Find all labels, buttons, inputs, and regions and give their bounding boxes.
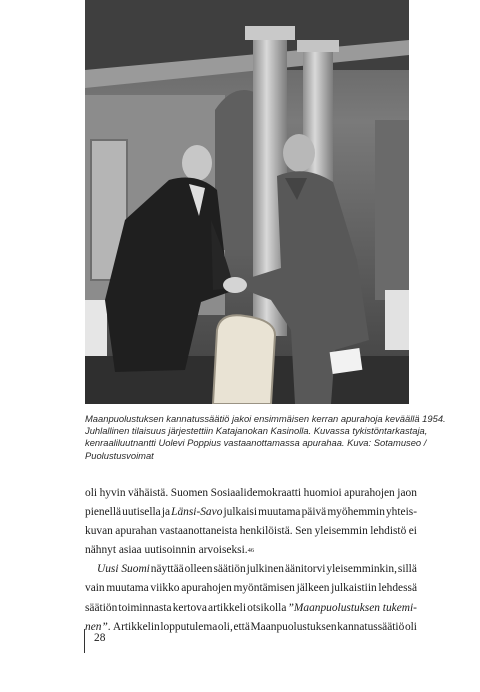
photo-caption	[85, 413, 446, 462]
body-line-3	[85, 522, 417, 541]
chair	[213, 315, 275, 404]
paragraph-end: nähnyt asiaa uutisoinnin arvoiseksi.	[85, 544, 248, 557]
word: . Artikkelin	[107, 620, 160, 633]
word: Maanpuolustuksen	[250, 620, 337, 633]
body-line-4	[85, 541, 417, 560]
word: apurahojen	[344, 487, 395, 499]
caption-line: kenraaliluutnantti Uolevi Poppius vastaanottamassa apurahaa. Kuva: Sotamuseo /	[85, 437, 427, 449]
word: oli,	[217, 620, 233, 633]
word: artikkeli	[208, 601, 247, 614]
word: ei	[408, 525, 417, 538]
word: kannatussäätiö	[337, 620, 405, 633]
word: näyttää	[150, 563, 184, 576]
word: sillä	[397, 563, 417, 576]
word: että	[233, 620, 250, 633]
word: päivä	[301, 506, 327, 519]
word: yhteis-	[385, 506, 417, 519]
word: julkaisi	[223, 506, 258, 519]
body-line-2	[85, 503, 417, 522]
word: Sosiaalidemokraatti	[210, 487, 302, 499]
body-line-6	[85, 579, 417, 598]
word: jaon	[397, 487, 417, 499]
word: huomioi	[303, 487, 342, 499]
word: Sen	[295, 525, 313, 538]
body-line-1	[85, 484, 417, 503]
word: jälkeen	[296, 582, 330, 595]
word: julkaistiin	[331, 582, 377, 595]
word: oli	[404, 620, 417, 633]
footnote-reference[interactable]: 46	[247, 547, 255, 555]
word: kertova	[172, 601, 207, 614]
word: olleen	[184, 563, 213, 576]
page-number-rule	[84, 629, 85, 653]
historical-photograph	[85, 0, 409, 404]
word: säätiön	[213, 563, 246, 576]
caption-line: Maanpuolustuksen kannatussäätiö jakoi ensimmäisen kerran apurahoja keväällä 1954.	[85, 413, 446, 424]
word: äänitorvi	[284, 563, 326, 576]
word: oli	[85, 487, 98, 499]
word: toiminnasta	[118, 601, 172, 614]
word: muutama	[106, 582, 149, 595]
word: henkilöistä.	[239, 525, 293, 538]
photograph-illustration	[85, 0, 409, 404]
body-line-7	[85, 599, 417, 618]
word: kuvan	[85, 525, 113, 538]
word: yleisemmin	[314, 525, 368, 538]
newspaper-name: Uusi Suomi	[97, 563, 150, 576]
caption-line: Puolustusvoimat	[85, 449, 154, 461]
article-title: ”Maanpuolustuksen tukemi-	[287, 601, 417, 614]
word: vain	[85, 582, 105, 595]
word: lopputulema	[160, 620, 218, 633]
word: vähäistä.	[128, 487, 169, 499]
word: apurahojen	[181, 582, 232, 595]
word: ja	[161, 506, 171, 519]
word: yleisemminkin,	[326, 563, 397, 576]
word: lehdistö	[370, 525, 407, 538]
word: viikko	[150, 582, 180, 595]
word: myöntämisen	[233, 582, 295, 595]
page-number: 28	[94, 632, 106, 644]
word: vastaanottaneista	[159, 525, 238, 538]
word: myöhemmin	[327, 506, 385, 519]
body-text	[85, 484, 417, 637]
article-title-end: nen”	[85, 620, 108, 633]
word: muutama	[258, 506, 301, 519]
newspaper-name: Länsi-Savo	[171, 506, 223, 519]
word: apurahan	[115, 525, 158, 538]
word: pienellä	[85, 506, 122, 519]
body-line-8	[85, 618, 417, 637]
caption-line: Juhlallinen tilaisuus järjestettiin Katajanokan Kasinolla. Kuvassa tykistöntarkastaja,	[85, 425, 428, 437]
word: julkinen	[246, 563, 284, 576]
word: säätiön	[85, 601, 118, 614]
word: hyvin	[99, 487, 126, 499]
word: lehdessä	[378, 582, 417, 595]
body-line-5	[85, 560, 417, 579]
word: otsikolla	[247, 601, 287, 614]
word: Suomen	[170, 487, 209, 499]
word: uutisella	[122, 506, 161, 519]
